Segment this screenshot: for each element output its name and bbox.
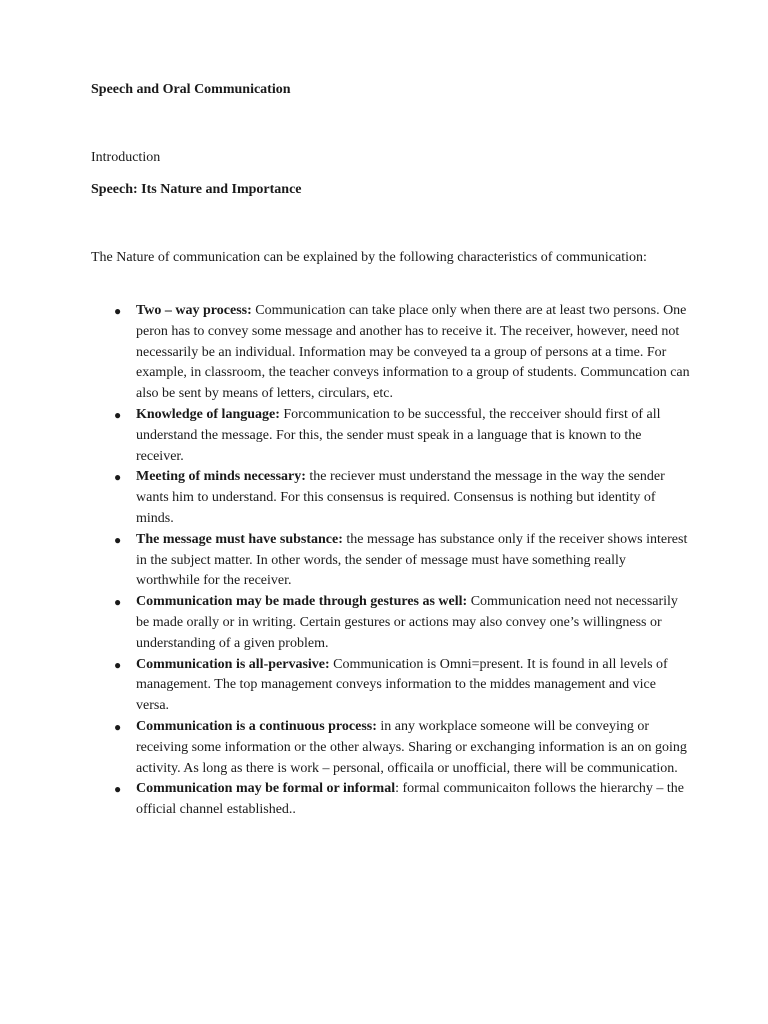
characteristic-term: Two – way process: (136, 303, 252, 318)
characteristics-list (91, 301, 691, 821)
list-item (91, 405, 691, 467)
characteristic-text: Communication can take place only when there are at least two persons. One peron has to convey some message and another has to receive it. The receiver, however, need not necessarily be an individual. Information may be conveyed ta a group of persons at a time. For example, in classroom, the teacher conveys information to a group of students. Communcation can also be sent by means of letters, circulars, etc. (136, 303, 690, 402)
characteristic-text: : formal communicaiton follows the hierarchy – the official channel established.. (136, 781, 684, 818)
bullet-icon: ● (114, 470, 122, 485)
characteristic-text: the message has substance only if the receiver shows interest in the subject matter. In other words, the sender of message must have something really worthwhile for the receiver. (136, 531, 688, 589)
characteristic-text: Communication is Omni=present. It is found in all levels of management. The top management conveys information to the middes management and vice versa. (136, 656, 668, 714)
characteristic-term: Communication is all-pervasive: (136, 656, 330, 672)
characteristic-term: Communication is a continuous process: (136, 718, 377, 734)
characteristic-text: Forcommunication to be successful, the recceiver should first of all understand the message. For this, the sender must speak in a language that is known to the receiver. (136, 406, 661, 464)
list-item (91, 655, 691, 717)
list-item (91, 467, 691, 529)
characteristic-text: the reciever must understand the message in the way the sender wants him to understand. For this consensus is required. Consensus is nothing but identity of minds. (136, 469, 665, 526)
bullet-icon: ● (114, 595, 122, 610)
characteristic-text: in any workplace someone will be conveying or receiving some information or the other always. Sharing or exchanging information is an on going activity. As long as there is work – personal, officaila or unofficial, there will be communication. (136, 718, 687, 776)
list-item (91, 779, 691, 821)
bullet-icon: ● (114, 532, 122, 547)
section-heading: Speech: Its Nature and Importance (91, 182, 302, 197)
bullet-icon: ● (114, 407, 122, 422)
characteristic-term: The message must have substance: (136, 531, 343, 547)
list-item (91, 301, 691, 405)
list-item (91, 717, 691, 779)
bullet-icon: ● (114, 657, 122, 672)
characteristic-term: Meeting of minds necessary: (136, 469, 306, 485)
document-title: Speech and Oral Communication (91, 82, 291, 97)
introduction-heading: Introduction (91, 150, 161, 165)
characteristic-text: Communication need not necessarily be made orally or in writing. Certain gestures or actions may also convey one’s willingness or understanding of a given problem. (136, 594, 678, 651)
bullet-icon: ● (114, 304, 122, 318)
characteristic-term: Knowledge of language: (136, 406, 280, 422)
bullet-icon: ● (114, 782, 122, 797)
characteristic-term: Communication may be made through gestures as well: (136, 594, 468, 610)
lead-paragraph: The Nature of communication can be explained by the following characteristics of communication: (91, 250, 647, 265)
characteristic-term: Communication may be formal or informal (136, 781, 396, 797)
list-item (91, 592, 691, 654)
bullet-icon: ● (114, 719, 122, 734)
list-item (91, 530, 691, 592)
